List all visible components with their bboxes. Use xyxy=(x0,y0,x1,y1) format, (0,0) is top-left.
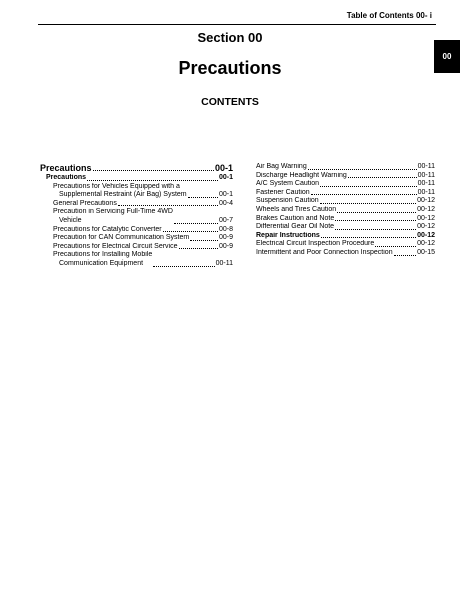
toc-page-number: 00-11 xyxy=(417,163,435,170)
toc-entry-title xyxy=(53,251,152,268)
toc-entry-title xyxy=(256,172,347,181)
toc-entry[interactable] xyxy=(40,208,233,225)
dot-leader xyxy=(188,197,218,198)
dot-leader xyxy=(320,186,417,187)
dot-leader xyxy=(320,203,416,204)
toc-entry-title-line: Precautions xyxy=(40,163,92,173)
dot-leader xyxy=(308,169,417,170)
toc-page-number: 00-11 xyxy=(417,180,435,188)
toc-page-number: 00-7 xyxy=(218,216,233,224)
toc-entry[interactable] xyxy=(40,226,233,235)
toc-entry[interactable] xyxy=(249,180,435,189)
toc-entry-title-line: Repair Instructions xyxy=(256,231,320,239)
toc-entry[interactable] xyxy=(40,183,233,200)
toc-entry-title-line: Precaution for CAN Communication System xyxy=(53,234,190,242)
toc-entry[interactable] xyxy=(249,172,435,181)
toc-entry-title xyxy=(40,163,92,174)
toc-entry[interactable] xyxy=(40,251,233,268)
toc-entry-title xyxy=(256,189,310,198)
toc-entry[interactable] xyxy=(40,234,233,243)
toc-page-number: 00-9 xyxy=(218,242,233,250)
toc-entry-title-line: A/C System Caution xyxy=(256,180,320,188)
toc-page-number: 00-1 xyxy=(218,174,233,181)
toc-page-number: 00-9 xyxy=(218,234,233,242)
contents-heading: CONTENTS xyxy=(201,96,259,108)
toc-entry-title-line: Discharge Headlight Warning xyxy=(256,171,347,179)
toc-entry-title xyxy=(53,226,162,235)
toc-entry-title-line: Wheels and Tires Caution xyxy=(256,205,337,213)
toc-page-number: 00-12 xyxy=(417,231,435,239)
section-tab[interactable]: 00 xyxy=(434,40,460,73)
toc-entry-title xyxy=(256,240,374,249)
toc-entry-title-line: Brakes Caution and Note xyxy=(256,214,335,222)
dot-leader xyxy=(375,246,416,247)
dot-leader xyxy=(163,231,218,232)
toc-entry-title xyxy=(256,249,393,258)
toc-page-number: 00-11 xyxy=(417,171,435,179)
toc-page-number: 00-1 xyxy=(214,163,233,173)
toc-entry-title-line: Suspension Caution xyxy=(256,197,319,205)
dot-leader xyxy=(179,248,218,249)
dot-leader xyxy=(321,237,416,238)
toc-entry[interactable] xyxy=(40,200,233,209)
toc-entry-title-line: Intermittent and Poor Connection Inspection xyxy=(256,248,393,256)
header-rule xyxy=(38,24,436,25)
toc-entry-title-line: Vehicle xyxy=(59,216,82,224)
toc-page-number: 00-12 xyxy=(417,214,435,222)
toc-page-number: 00-8 xyxy=(218,225,233,233)
toc-entry-title xyxy=(256,206,336,215)
toc-entry-title-line: General Precautions xyxy=(53,199,117,207)
dot-leader xyxy=(335,229,416,230)
toc-entry-title-line: Supplemental Restraint (Air Bag) System xyxy=(59,191,187,199)
dot-leader xyxy=(93,170,214,171)
toc-entry-title-line: Precaution in Servicing Full-Time 4WD xyxy=(53,208,173,216)
toc-entry-title-line: Electrical Circuit Inspection Procedure xyxy=(256,240,375,248)
toc-entry-title xyxy=(53,243,178,252)
toc-entry-title-line: Differential Gear Oil Note xyxy=(256,223,335,231)
toc-entry-title-line: Precautions for Installing Mobile xyxy=(53,251,153,259)
toc-entry-title-line: Fastener Caution xyxy=(256,188,310,196)
toc-entry-title xyxy=(53,183,187,200)
toc-entry-title-line: Air Bag Warning xyxy=(256,163,307,170)
toc-left-column xyxy=(40,163,233,269)
toc-entry-title xyxy=(256,232,320,241)
toc-entry[interactable] xyxy=(249,215,435,224)
dot-leader xyxy=(153,266,214,267)
toc-entry[interactable] xyxy=(249,240,435,249)
running-header: Table of Contents 00- i xyxy=(346,11,432,20)
toc-entry-title-line: Precautions xyxy=(46,174,87,181)
dot-leader xyxy=(190,240,218,241)
toc-entry[interactable] xyxy=(249,249,435,258)
toc-right-column xyxy=(249,163,435,258)
toc-page-number: 00-12 xyxy=(417,205,435,213)
toc-page-number: 00-1 xyxy=(218,191,233,199)
toc-entry-title xyxy=(256,197,319,206)
toc-page-number: 00-12 xyxy=(417,197,435,205)
page-title: Precautions xyxy=(178,58,282,78)
toc-entry-title xyxy=(53,208,173,225)
section-title: Section 00 xyxy=(197,30,263,45)
toc-entry-title xyxy=(46,174,86,183)
toc-entry-title-line: Communication Equipment xyxy=(59,259,144,267)
toc-entry-title-line: Precautions for Catalytic Converter xyxy=(53,225,162,233)
toc-entry-title xyxy=(256,223,334,232)
toc-entry[interactable] xyxy=(40,163,233,174)
toc-entry-title xyxy=(53,234,189,243)
toc-page-number: 00-15 xyxy=(417,248,435,256)
toc-entry[interactable] xyxy=(40,174,233,183)
toc-entry-title xyxy=(53,200,117,209)
dot-leader xyxy=(118,205,218,206)
dot-leader xyxy=(335,220,416,221)
toc-entry[interactable] xyxy=(249,163,435,172)
toc-entry[interactable] xyxy=(40,243,233,252)
toc-entry[interactable] xyxy=(249,232,435,241)
toc-entry[interactable] xyxy=(249,189,435,198)
toc-page-number: 00-11 xyxy=(215,259,233,267)
dot-leader xyxy=(174,223,218,224)
dot-leader xyxy=(394,255,417,256)
toc-page-number: 00-12 xyxy=(417,240,435,248)
toc-entry[interactable] xyxy=(249,223,435,232)
dot-leader xyxy=(311,194,417,195)
toc-entry-title xyxy=(256,163,307,172)
toc-entry-title xyxy=(256,180,319,189)
dot-leader xyxy=(337,212,416,213)
dot-leader xyxy=(348,177,417,178)
toc-entry-title-line: Precautions for Vehicles Equipped with a xyxy=(53,182,180,190)
toc-entry[interactable] xyxy=(249,197,435,206)
toc-entry-title-line: Precautions for Electrical Circuit Service xyxy=(53,242,178,250)
toc-entry[interactable] xyxy=(249,206,435,215)
toc-entry-title xyxy=(256,215,334,224)
toc-page-number: 00-4 xyxy=(218,199,233,207)
toc-page-number: 00-12 xyxy=(417,223,435,231)
dot-leader xyxy=(87,180,218,181)
toc-page-number: 00-11 xyxy=(417,188,435,196)
